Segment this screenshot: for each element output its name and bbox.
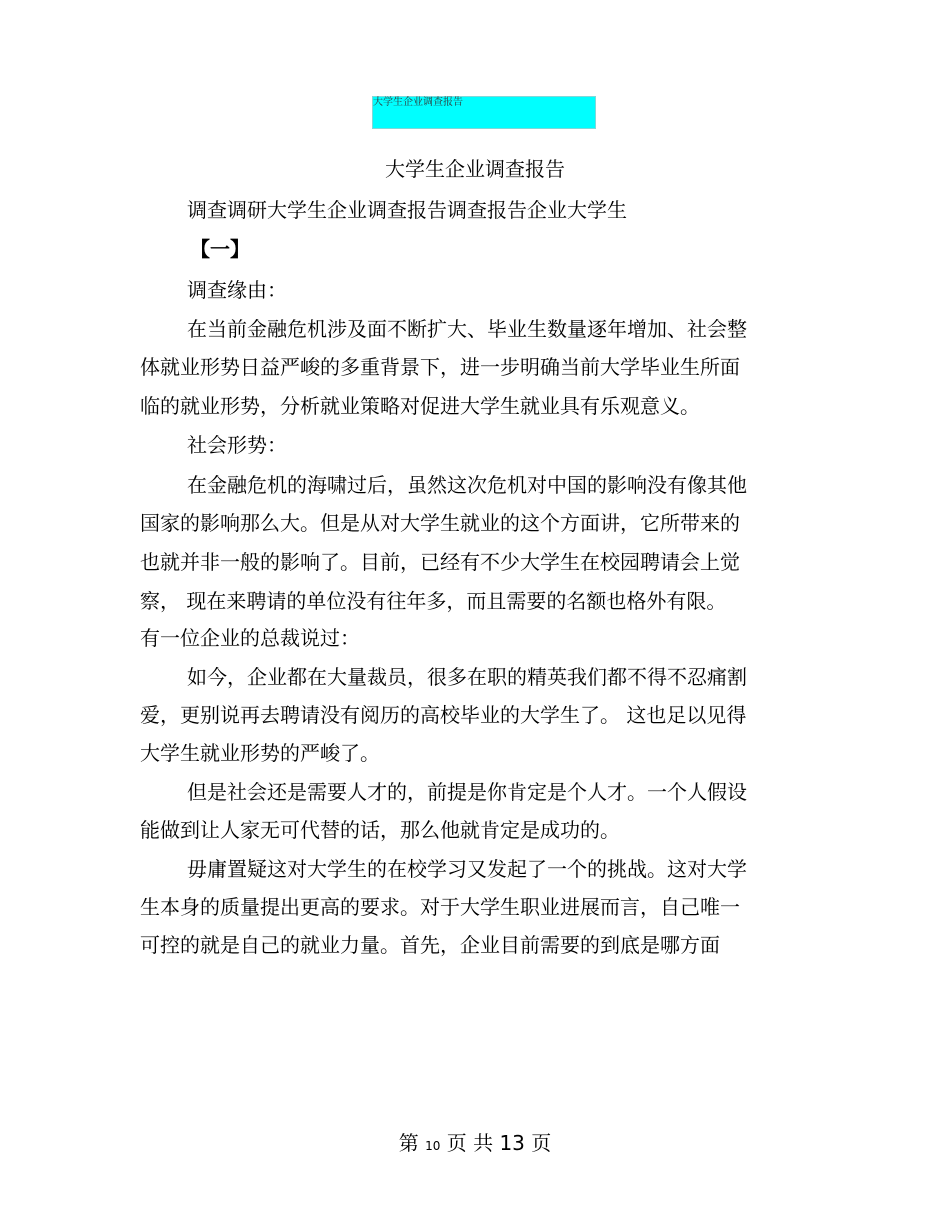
paragraph-line: 如今，企业都在大量裁员，很多在职的精英我们都不得不忍痛割	[187, 665, 747, 689]
footer-suffix: 页	[531, 1131, 552, 1155]
paragraph-line: 察， 现在来聘请的单位没有往年多，而且需要的名额也格外有限。	[140, 589, 727, 613]
paragraph-line: 能做到让人家无可代替的话，那么他就肯定是成功的。	[140, 818, 620, 842]
paragraph-line: 体就业形势日益严峻的多重背景下，进一步明确当前大学毕业生所面	[140, 355, 740, 379]
paragraph-line: 临的就业形势，分析就业策略对促进大学生就业具有乐观意义。	[140, 394, 700, 418]
paragraph-line: 有一位企业的总裁说过：	[140, 626, 360, 650]
heading-reason: 调查缘由：	[187, 278, 287, 302]
footer-total-pages: 13	[499, 1131, 525, 1155]
page-footer	[0, 1127, 950, 1162]
header-highlight-box	[372, 96, 596, 129]
footer-middle: 页 共	[446, 1131, 494, 1155]
footer-current-page: 10	[425, 1139, 441, 1153]
document-title: 大学生企业调查报告	[385, 157, 565, 181]
paragraph-line: 也就并非一般的影响了。目前，已经有不少大学生在校园聘请会上觉	[140, 550, 740, 574]
paragraph-line: 大学生就业形势的严峻了。	[140, 741, 380, 765]
footer-prefix: 第	[398, 1131, 419, 1155]
paragraph-line: 生本身的质量提出更高的要求。对于大学生职业进展而言，自己唯一	[140, 895, 740, 919]
paragraph-line: 但是社会还是需要人才的，前提是你肯定是个人才。一个人假设	[187, 780, 747, 804]
paragraph-line: 爱，更别说再去聘请没有阅历的高校毕业的大学生了。 这也足以见得	[140, 703, 747, 727]
heading-social: 社会形势：	[187, 433, 287, 457]
paragraph-line: 国家的影响那么大。但是从对大学生就业的这个方面讲，它所带来的	[140, 511, 740, 535]
keywords-line: 调查调研大学生企业调查报告调查报告企业大学生	[187, 198, 627, 222]
paragraph-line: 毋庸置疑这对大学生的在校学习又发起了一个的挑战。这对大学	[187, 857, 747, 881]
paragraph-line: 可控的就是自己的就业力量。首先，企业目前需要的到底是哪方面	[140, 933, 720, 957]
section-marker: 【一】	[190, 237, 250, 261]
header-label: 大学生企业调查报告	[373, 97, 463, 108]
paragraph-line: 在当前金融危机涉及面不断扩大、毕业生数量逐年增加、社会整	[187, 317, 747, 341]
paragraph-line: 在金融危机的海啸过后，虽然这次危机对中国的影响没有像其他	[187, 473, 747, 497]
